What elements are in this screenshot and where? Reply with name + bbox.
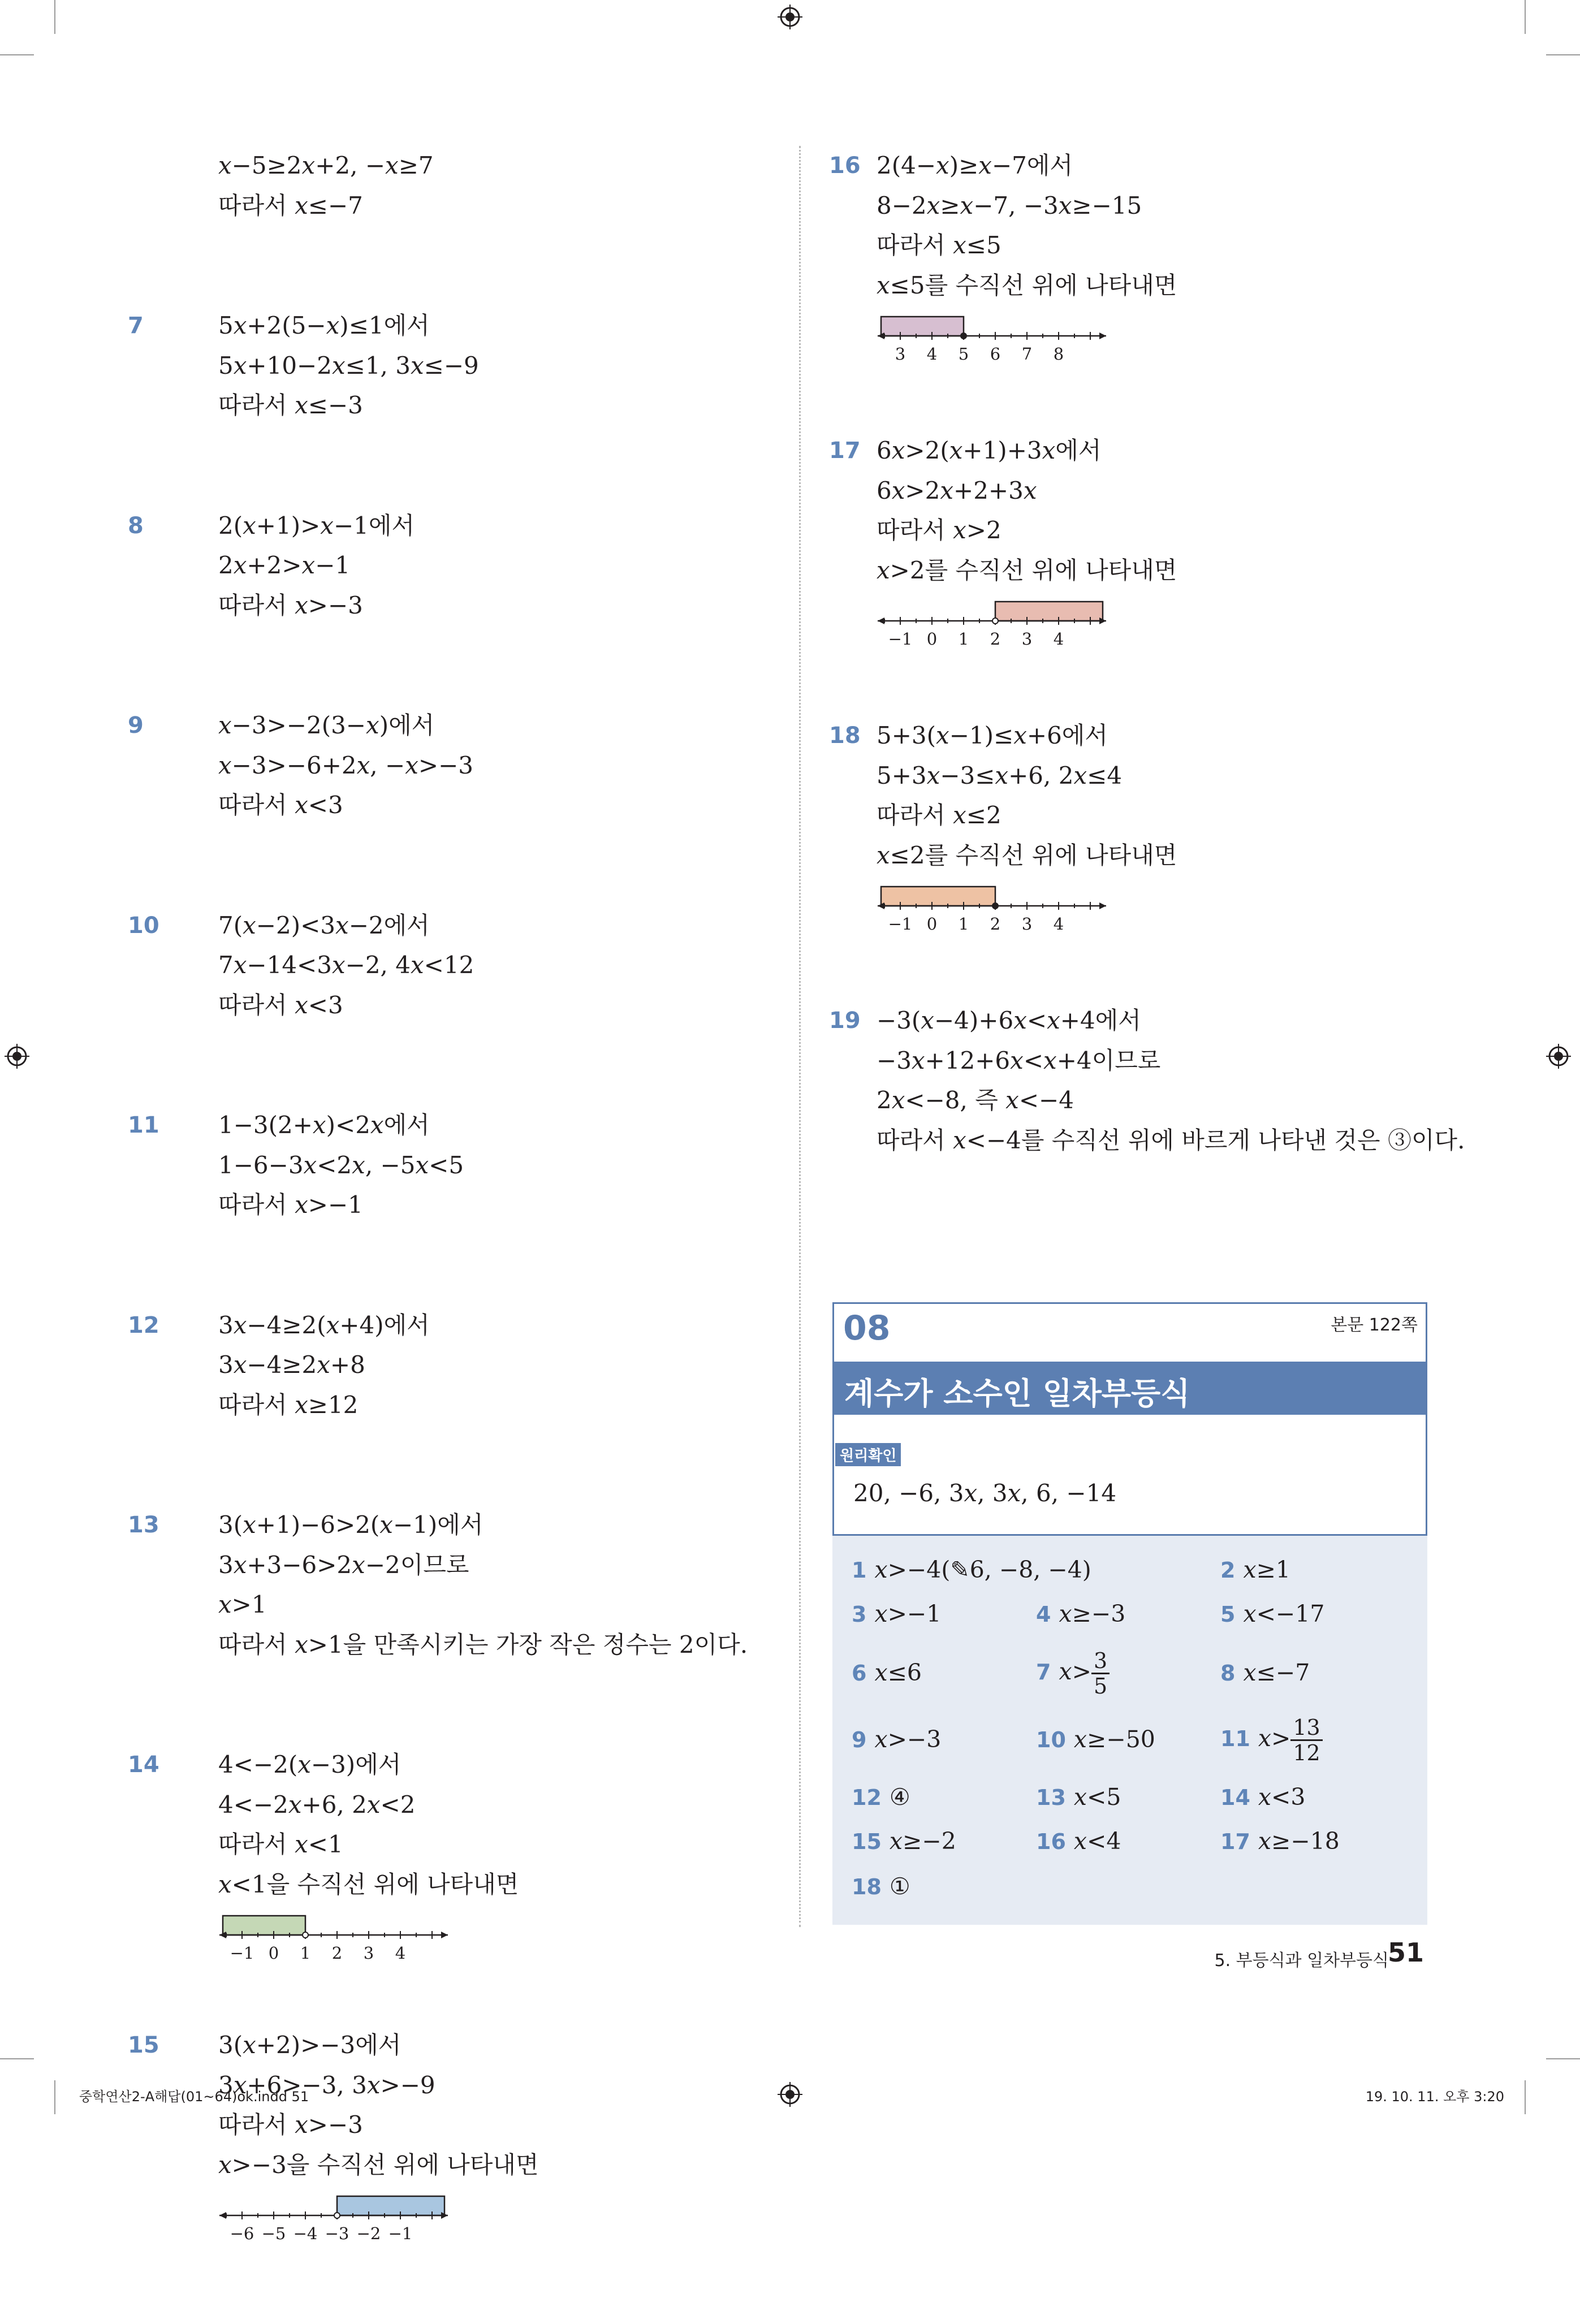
crop-mark — [54, 2080, 55, 2114]
answer-number: 17 — [1220, 1829, 1250, 1854]
solution-line: 2(𝑥+1)>𝑥−1에서 — [218, 511, 415, 539]
answer-number: 5 — [1220, 1602, 1236, 1627]
solution-line: 따라서 𝑥≤−3 — [218, 391, 363, 419]
answer-number: 16 — [1036, 1829, 1066, 1854]
tick-label: 4 — [395, 1943, 406, 1963]
crop-mark — [1546, 2058, 1580, 2059]
problem-number: 9 — [128, 712, 144, 738]
tick-label: −2 — [356, 2224, 381, 2243]
answer-text: 𝑥>−4(✎6, −8, −4) — [874, 1556, 1091, 1583]
open-point — [334, 2213, 340, 2218]
solution-16 — [830, 146, 1430, 364]
solution-line: 2𝑥+2>𝑥−1 — [218, 551, 351, 579]
problem-number: 15 — [128, 2032, 159, 2058]
number-line — [218, 2193, 456, 2244]
answer-item — [852, 1659, 922, 1686]
problem-number: 8 — [128, 512, 144, 539]
answer-number: 1 — [852, 1558, 867, 1583]
number-line — [218, 1912, 456, 1963]
answer-text: 𝑥>−3 — [874, 1726, 942, 1753]
tick-label: −3 — [325, 2224, 349, 2243]
registration-mark-icon — [778, 2082, 802, 2107]
solution-region — [881, 887, 995, 906]
tick-label: 3 — [895, 344, 906, 364]
solution-line: 따라서 𝑥<−4를 수직선 위에 바르게 나타낸 것은 ③이다. — [877, 1126, 1465, 1154]
solution-line: 1−6−3𝑥<2𝑥, −5𝑥<5 — [218, 1151, 464, 1179]
solution-line: 3𝑥−4≥2(𝑥+4)에서 — [218, 1311, 430, 1339]
answer-text: 𝑥≥1 — [1243, 1556, 1291, 1583]
left-column — [128, 146, 769, 2324]
answer-text: ① — [889, 1873, 910, 1900]
solution-line: 3𝑥+3−6>2𝑥−2이므로 — [218, 1550, 469, 1579]
solution-11 — [128, 1105, 769, 1225]
tick-label: −1 — [888, 629, 913, 649]
answer-item — [1220, 1659, 1310, 1686]
answer-number: 13 — [1036, 1785, 1066, 1810]
arrow-right-icon — [1099, 332, 1106, 339]
section-number: 08 — [843, 1308, 891, 1348]
solution-13 — [128, 1505, 769, 1665]
solution-line: 𝑥−3>−6+2𝑥, −𝑥>−3 — [218, 751, 473, 779]
solution-line: 5+3(𝑥−1)≤𝑥+6에서 — [877, 722, 1108, 749]
number-line — [877, 313, 1114, 364]
answer-text: 𝑥≥−2 — [889, 1828, 956, 1855]
solution-line: 𝑥≤5를 수직선 위에 나타내면 — [877, 271, 1177, 299]
answer-number: 4 — [1036, 1602, 1051, 1627]
crop-mark — [0, 2058, 34, 2059]
solution-line: 𝑥>2를 수직선 위에 나타내면 — [877, 556, 1177, 584]
tick-label: 0 — [268, 1943, 279, 1963]
closed-point — [961, 333, 966, 339]
answer-text: 𝑥<4 — [1073, 1828, 1121, 1855]
solution-17 — [830, 431, 1430, 649]
solution-line: 따라서 𝑥>−3 — [218, 2111, 363, 2139]
answer-number: 14 — [1220, 1785, 1250, 1810]
page-number: 51 — [1387, 1937, 1424, 1968]
problem-number: 14 — [128, 1752, 159, 1778]
tick-label: 4 — [926, 344, 938, 364]
fraction — [1091, 1649, 1110, 1698]
answer-item — [852, 1783, 910, 1811]
tick-label: 2 — [331, 1943, 343, 1963]
solution-line: 6𝑥>2𝑥+2+3𝑥 — [877, 476, 1037, 504]
solution-18 — [830, 716, 1430, 934]
answer-number: 12 — [852, 1785, 882, 1810]
crop-mark — [1525, 0, 1526, 34]
answer-number: 18 — [852, 1874, 882, 1899]
closed-point — [992, 903, 998, 909]
solution-line: 3(𝑥+1)−6>2(𝑥−1)에서 — [218, 1511, 484, 1539]
solution-line: 따라서 𝑥>1을 만족시키는 가장 작은 정수는 2이다. — [218, 1630, 748, 1658]
answer-number: 15 — [852, 1829, 882, 1854]
answer-number: 6 — [852, 1661, 867, 1686]
problem-number: 10 — [128, 912, 159, 939]
arrow-right-icon — [1099, 902, 1106, 909]
solution-line: 7(𝑥−2)<3𝑥−2에서 — [218, 911, 430, 939]
tick-label: 3 — [1021, 629, 1033, 649]
solution-line: 2𝑥<−8, 즉 𝑥<−4 — [877, 1086, 1074, 1114]
solution-line: 따라서 𝑥>−3 — [218, 591, 363, 619]
solution-9 — [128, 706, 769, 826]
answer-text: ④ — [889, 1783, 910, 1811]
tick-label: 4 — [1053, 629, 1064, 649]
answer-item — [1220, 1600, 1324, 1627]
section-title-bar — [834, 1362, 1426, 1415]
answer-text: 𝑥<−17 — [1243, 1600, 1325, 1627]
solution-line: 𝑥>−3을 수직선 위에 나타내면 — [218, 2150, 539, 2179]
answer-text: 𝑥<3 — [1258, 1783, 1306, 1811]
answer-item — [852, 1828, 956, 1855]
answer-text: 𝑥≥−18 — [1258, 1828, 1340, 1855]
answer-number: 8 — [1220, 1661, 1236, 1686]
solution-line: −3𝑥+12+6𝑥<𝑥+4이므로 — [877, 1046, 1161, 1074]
answer-text: 𝑥<5 — [1073, 1783, 1121, 1811]
tick-label: −1 — [888, 914, 913, 934]
solution-line: 4<−2(𝑥−3)에서 — [218, 1751, 402, 1778]
solution-14 — [128, 1745, 769, 1963]
fraction-denominator: 12 — [1293, 1740, 1320, 1765]
section-page-reference: 본문 122쪽 — [1331, 1315, 1418, 1335]
answer-item — [1220, 1556, 1290, 1583]
solution-line: 따라서 𝑥≤2 — [877, 801, 1001, 829]
tick-label: 1 — [958, 914, 969, 934]
fraction-denominator: 5 — [1093, 1674, 1108, 1699]
solution-region — [881, 317, 964, 336]
solution-8 — [128, 506, 769, 626]
solution-12 — [128, 1306, 769, 1425]
solution-line: 𝑥−5≥2𝑥+2, −𝑥≥7 — [218, 152, 434, 179]
tick-label: −4 — [293, 2224, 318, 2243]
solution-line: 𝑥≤2를 수직선 위에 나타내면 — [877, 841, 1177, 869]
answer-text: 𝑥≤6 — [874, 1659, 922, 1686]
section-title: 계수가 소수인 일차부등식 — [844, 1376, 1190, 1411]
solution-region — [995, 602, 1103, 621]
solution-region — [223, 1916, 305, 1935]
solution-region — [337, 2196, 444, 2215]
arrow-right-icon — [441, 1932, 448, 1938]
problem-number: 7 — [128, 313, 144, 339]
answer-number: 3 — [852, 1602, 867, 1627]
tick-label: 0 — [926, 914, 938, 934]
tick-label: −1 — [230, 1943, 254, 1963]
answer-text: 𝑥> — [1258, 1725, 1291, 1752]
footer-section-title: 5. 부등식과 일차부등식 — [1214, 1951, 1389, 1971]
principle-badge: 원리확인 — [835, 1443, 901, 1466]
solution-line: 7𝑥−14<3𝑥−2, 4𝑥<12 — [218, 951, 474, 979]
solution-line: 5𝑥+2(5−𝑥)≤1에서 — [218, 312, 430, 339]
tick-label: 6 — [990, 344, 1001, 364]
answer-item — [1036, 1726, 1155, 1753]
solution-7 — [128, 306, 769, 426]
problem-number: 19 — [829, 1008, 861, 1034]
solution-line: 𝑥−3>−2(3−𝑥)에서 — [218, 711, 435, 739]
solution-line: 5𝑥+10−2𝑥≤1, 3𝑥≤−9 — [218, 351, 479, 379]
print-slug-filename: 중학연산2-A해답(01~64)ok.indd 51 — [79, 2089, 309, 2105]
answer-text: 𝑥≤−7 — [1243, 1659, 1310, 1686]
answer-number: 9 — [852, 1727, 867, 1752]
solution-15 — [128, 2025, 769, 2244]
tick-label: 0 — [926, 629, 938, 649]
tick-label: −1 — [388, 2224, 413, 2243]
registration-mark-icon — [1546, 1044, 1571, 1069]
solution-line: 따라서 𝑥<1 — [218, 1830, 343, 1858]
solution-line: 따라서 𝑥≤5 — [877, 231, 1001, 259]
answer-item — [1036, 1600, 1125, 1627]
tick-label: 2 — [990, 629, 1001, 649]
solution-line: 따라서 𝑥<3 — [218, 991, 343, 1019]
problem-number: 18 — [829, 723, 861, 749]
solution-line: 6𝑥>2(𝑥+1)+3𝑥에서 — [877, 437, 1102, 464]
tick-label: −6 — [230, 2224, 254, 2243]
crop-mark — [1546, 54, 1580, 55]
answer-number: 11 — [1220, 1726, 1250, 1751]
crop-mark — [1525, 2080, 1526, 2114]
arrow-left-icon — [878, 617, 884, 624]
answer-text: 𝑥≥−3 — [1059, 1600, 1126, 1627]
solution-line: 8−2𝑥≥𝑥−7, −3𝑥≥−15 — [877, 191, 1142, 219]
tick-label: −5 — [261, 2224, 286, 2243]
crop-mark — [54, 0, 55, 34]
solution-line: 𝑥>1 — [218, 1591, 267, 1618]
fraction — [1290, 1716, 1322, 1765]
registration-mark-icon — [778, 5, 802, 29]
answer-number: 7 — [1036, 1660, 1051, 1684]
answer-item — [1220, 1716, 1323, 1765]
crop-mark — [0, 54, 34, 55]
right-column — [829, 146, 1465, 1241]
solution-line: 3(𝑥+2)>−3에서 — [218, 2031, 402, 2059]
tick-label: 4 — [1053, 914, 1064, 934]
registration-mark-icon — [5, 1044, 29, 1069]
answer-item — [852, 1873, 910, 1900]
answer-item — [852, 1600, 941, 1627]
tick-label: 8 — [1053, 344, 1064, 364]
solution-continued — [175, 146, 769, 226]
solution-10 — [128, 906, 769, 1026]
problem-number: 13 — [128, 1512, 159, 1538]
fraction-numerator: 13 — [1290, 1716, 1322, 1741]
answer-item — [1036, 1783, 1121, 1811]
tick-label: 1 — [300, 1943, 311, 1963]
open-point — [992, 618, 998, 624]
answer-number: 2 — [1220, 1558, 1236, 1583]
number-line — [877, 883, 1114, 934]
tick-label: 3 — [363, 1943, 374, 1963]
tick-label: 2 — [990, 914, 1001, 934]
problem-number: 17 — [829, 438, 861, 464]
solution-line: 4<−2𝑥+6, 2𝑥<2 — [218, 1790, 416, 1818]
print-slug-timestamp: 19. 10. 11. 오후 3:20 — [1365, 2089, 1504, 2105]
answers-panel — [832, 1536, 1427, 1925]
solution-line: 2(4−𝑥)≥𝑥−7에서 — [877, 152, 1073, 179]
answer-item — [1036, 1828, 1121, 1855]
answer-item — [1220, 1828, 1340, 1855]
solution-line: 따라서 𝑥>−1 — [218, 1191, 363, 1219]
solution-line: 따라서 𝑥>2 — [877, 516, 1001, 544]
number-line — [877, 598, 1114, 649]
problem-number: 11 — [128, 1112, 159, 1138]
solution-line: 3𝑥−4≥2𝑥+8 — [218, 1351, 365, 1379]
answer-text: 𝑥≥−50 — [1073, 1726, 1155, 1753]
answer-item — [852, 1726, 941, 1753]
solution-line: −3(𝑥−4)+6𝑥<𝑥+4에서 — [877, 1007, 1141, 1034]
problem-number: 16 — [829, 153, 861, 179]
tick-label: 5 — [958, 344, 969, 364]
answer-item — [1036, 1649, 1110, 1698]
open-point — [303, 1932, 308, 1938]
tick-label: 3 — [1021, 914, 1033, 934]
answer-item — [852, 1556, 1091, 1583]
fraction-numerator: 3 — [1091, 1649, 1110, 1674]
solution-line: 3𝑥+6>−3, 3𝑥>−9 — [218, 2071, 435, 2099]
column-divider — [799, 146, 801, 1927]
solution-line: 따라서 𝑥<3 — [218, 791, 343, 819]
solution-line: 1−3(2+𝑥)<2𝑥에서 — [218, 1111, 430, 1139]
solution-line: 𝑥<1을 수직선 위에 나타내면 — [218, 1870, 519, 1898]
answer-number: 10 — [1036, 1727, 1066, 1752]
tick-label: 1 — [958, 629, 969, 649]
tick-label: 7 — [1021, 344, 1033, 364]
solution-19 — [829, 1001, 1465, 1160]
answer-text: 𝑥>−1 — [874, 1600, 942, 1627]
answer-text: 𝑥> — [1059, 1658, 1091, 1685]
principle-answers: 20, −6, 3𝑥, 3𝑥, 6, −14 — [853, 1479, 1117, 1507]
solution-line: 따라서 𝑥≥12 — [218, 1390, 359, 1419]
arrow-left-icon — [219, 2212, 226, 2219]
answer-item — [1220, 1783, 1305, 1811]
section-header-box — [832, 1302, 1427, 1536]
solution-line: 5+3𝑥−3≤𝑥+6, 2𝑥≤4 — [877, 761, 1123, 789]
solution-line: 따라서 𝑥≤−7 — [218, 191, 363, 219]
problem-number: 12 — [128, 1312, 159, 1338]
